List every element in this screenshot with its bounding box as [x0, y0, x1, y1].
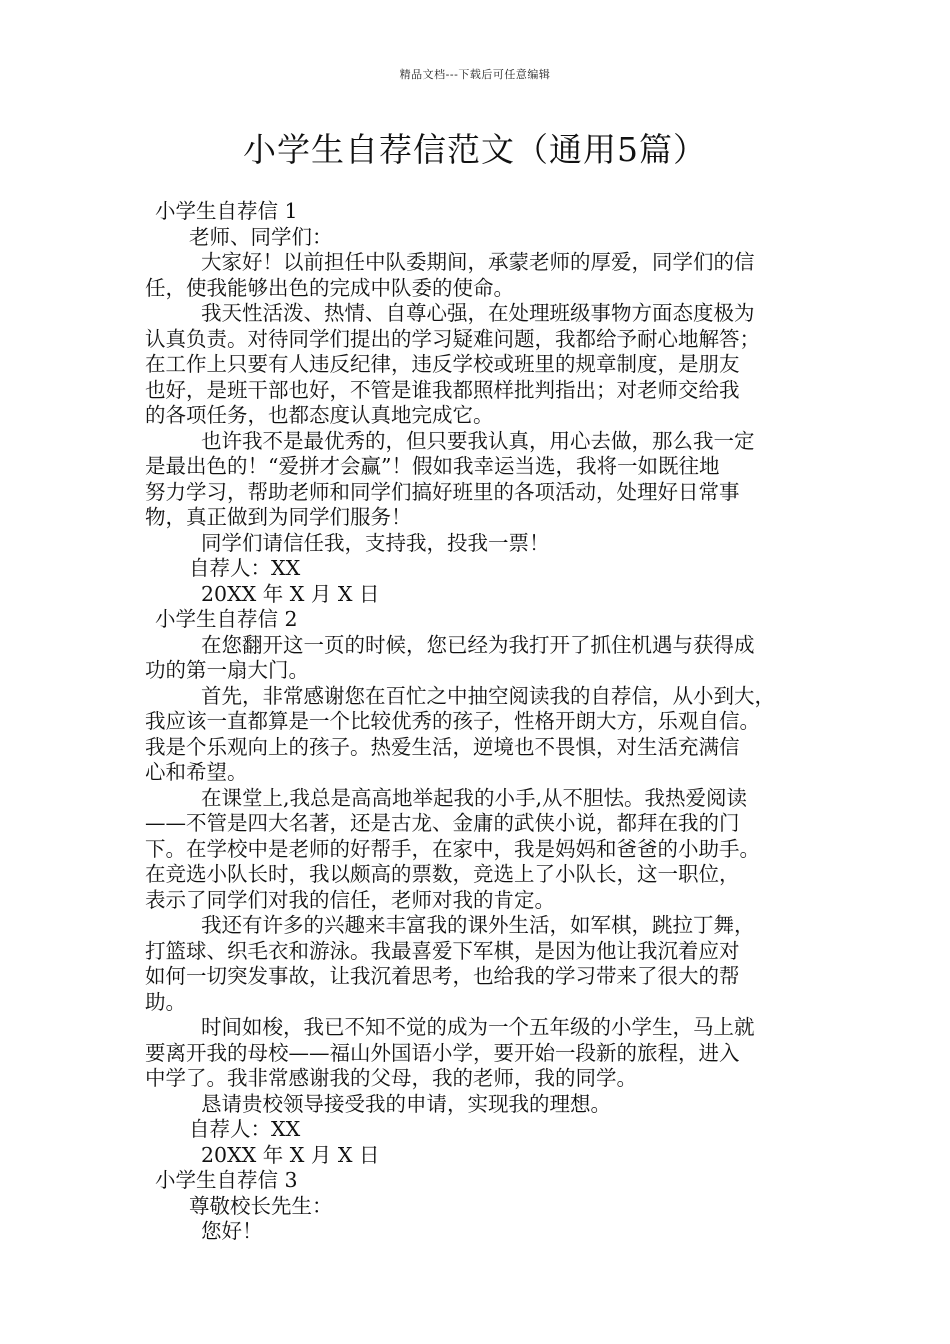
text-line: 物，真正做到为同学们服务！	[145, 505, 412, 529]
text-line: 20XX 年 X 月 X 日	[201, 1142, 380, 1167]
text-line: 下。在学校中是老师的好帮手，在家中，我是妈妈和爸爸的小助手。	[145, 836, 760, 861]
text-line: 认真负责。对待同学们提出的学习疑难问题，我都给予耐心地解答；	[145, 326, 760, 351]
document-title: 小学生自荐信范文（通用5篇）	[243, 130, 707, 169]
text-line: 要离开我的母校——福山外国语小学，要开始一段新的旅程，进入	[145, 1040, 740, 1065]
text-line: 时间如梭，我已不知不觉的成为一个五年级的小学生，马上就	[201, 1015, 755, 1039]
section-heading: 小学生自荐信 3	[155, 1168, 298, 1192]
text-line: 任，使我能够出色的完成中队委的使命。	[145, 275, 514, 300]
section-heading: 小学生自荐信 1	[155, 199, 298, 223]
text-line: 自荐人：XX	[189, 556, 301, 580]
text-line: 中学了。我非常感谢我的父母，我的老师，我的同学。	[145, 1066, 637, 1090]
document-body	[145, 199, 825, 1245]
text-line: 也许我不是最优秀的，但只要我认真，用心去做，那么我一定	[201, 428, 755, 453]
text-line: 在竞选小队长时，我以颇高的票数，竞选上了小队长，这一职位，	[145, 862, 740, 886]
text-line: 20XX 年 X 月 X 日	[201, 581, 380, 606]
text-line: 的各项任务，也都态度认真地完成它。	[145, 403, 494, 427]
text-line: 大家好！以前担任中队委期间，承蒙老师的厚爱，同学们的信	[201, 250, 755, 274]
text-line: 在您翻开这一页的时候，您已经为我打开了抓住机遇与获得成	[201, 632, 755, 657]
text-line: ——不管是四大名著，还是古龙、金庸的武侠小说，都拜在我的门	[145, 811, 740, 835]
text-line: 自荐人：XX	[189, 1117, 301, 1141]
text-line: 恳请贵校领导接受我的申请，实现我的理想。	[201, 1091, 611, 1116]
text-line: 表示了同学们对我的信任，老师对我的肯定。	[145, 887, 555, 912]
text-line: 首先，非常感谢您在百忙之中抽空阅读我的自荐信，从小到大，	[201, 683, 775, 708]
text-line: 努力学习，帮助老师和同学们搞好班里的各项活动，处理好日常事	[145, 479, 740, 504]
section-heading: 小学生自荐信 2	[155, 607, 298, 631]
text-line: 我天性活泼、热情、自尊心强，在处理班级事物方面态度极为	[201, 301, 755, 325]
text-line: 心和希望。	[145, 760, 248, 784]
text-line: 老师、同学们：	[189, 224, 333, 249]
text-line: 我是个乐观向上的孩子。热爱生活，逆境也不畏惧，对生活充满信	[145, 734, 740, 759]
text-line: 我应该一直都算是一个比较优秀的孩子，性格开朗大方，乐观自信。	[145, 709, 760, 733]
text-line: 也好，是班干部也好，不管是谁我都照样批判指出；对老师交给我	[145, 377, 740, 402]
text-line: 在工作上只要有人违反纪律，违反学校或班里的规章制度，是朋友	[145, 352, 740, 376]
text-line: 功的第一扇大门。	[145, 658, 309, 682]
text-line: 尊敬校长先生：	[189, 1193, 333, 1218]
text-line: 是最出色的！“爱拼才会赢”！假如我幸运当选，我将一如既往地	[145, 454, 720, 478]
text-line: 助。	[145, 989, 186, 1014]
text-line: 如何一切突发事故，让我沉着思考，也给我的学习带来了很大的帮	[145, 964, 740, 988]
page-header: 精品文档---下载后可任意编辑	[399, 68, 551, 81]
text-line: 在课堂上,我总是高高地举起我的小手,从不胆怯。我热爱阅读	[201, 785, 748, 810]
text-line: 打篮球、织毛衣和游泳。我最喜爱下军棋，是因为他让我沉着应对	[145, 938, 740, 963]
text-line: 同学们请信任我，支持我，投我一票！	[201, 530, 550, 555]
text-line: 我还有许多的兴趣来丰富我的课外生活，如军棋，跳拉丁舞，	[201, 913, 755, 937]
text-line: 您好！	[201, 1219, 263, 1243]
